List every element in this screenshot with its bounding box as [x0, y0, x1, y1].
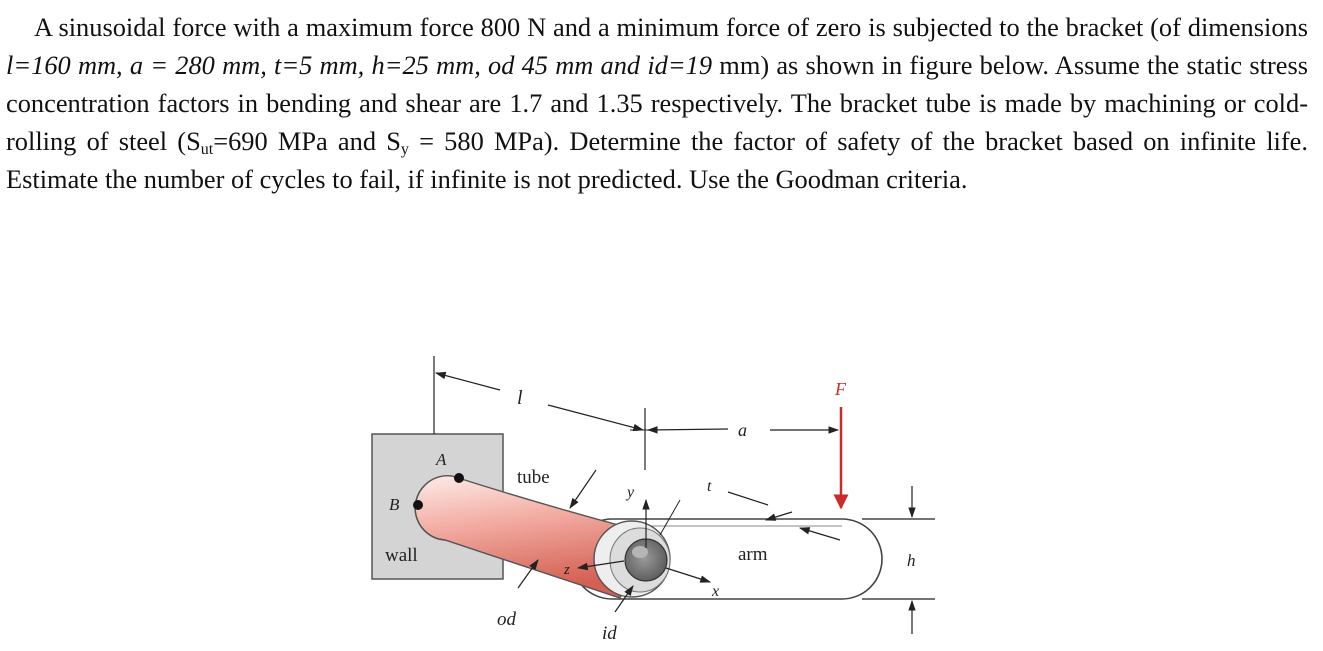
problem-text-part-2: mm) as shown in figure below. Assume the static stress concentration factors in bending and shear are 1.7 and 1.35 respectively. The bracket tube is made by machining or cold-rolling of steel (S — [6, 50, 1309, 156]
label-f: F — [835, 379, 846, 399]
label-l: l — [517, 387, 523, 409]
label-t: t — [707, 478, 712, 495]
label-x: x — [712, 583, 720, 600]
label-h: h — [907, 551, 916, 570]
t-leader — [728, 492, 768, 505]
label-a: a — [738, 420, 747, 440]
label-tube: tube — [517, 467, 550, 488]
tube-leader — [570, 470, 596, 508]
label-od: od — [497, 609, 516, 630]
label-b-point: B — [389, 495, 400, 514]
label-z: z — [564, 562, 570, 578]
dim-a-arrow-left — [648, 429, 728, 430]
sut-subscript: ut — [200, 141, 214, 158]
label-y: y — [627, 484, 635, 501]
label-id: id — [602, 623, 617, 644]
problem-text-part-3: =690 MPa and S — [213, 126, 401, 156]
point-a-marker — [454, 473, 464, 483]
problem-dimensions: l=160 mm, a = 280 mm, t=5 mm, h=25 mm, od 45 mm and id=19 — [6, 50, 713, 80]
sy-subscript: y — [400, 141, 409, 158]
problem-text-part-1: A sinusoidal force with a maximum force 800 N and a minimum force of zero is subjected to the bracket (of dimensions — [34, 12, 1308, 42]
label-a-point: A — [436, 450, 447, 469]
label-wall: wall — [385, 545, 418, 566]
dim-l-arrow-right — [548, 405, 643, 430]
point-b-marker — [413, 500, 423, 510]
dim-l-arrow-left — [436, 373, 500, 390]
problem-text-part-4: = 580 MPa). Determine the factor of safety of the bracket based on infinite life. Estimate the number of cycles to fail, if infinite is not predicted. Use the Goodman criteria. — [6, 126, 1308, 194]
label-arm: arm — [738, 544, 768, 565]
